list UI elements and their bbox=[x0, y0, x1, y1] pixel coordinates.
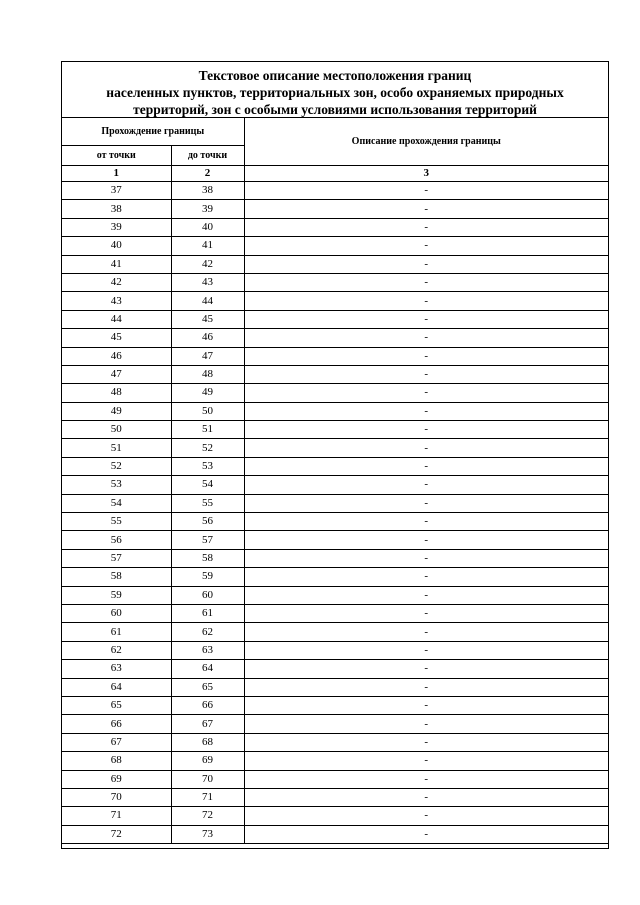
cell-desc: - bbox=[244, 696, 608, 714]
cell-desc: - bbox=[244, 568, 608, 586]
cell-from: 52 bbox=[62, 457, 171, 475]
table-row bbox=[62, 310, 608, 328]
cell-from: 42 bbox=[62, 273, 171, 291]
table-row bbox=[62, 292, 608, 310]
cell-to: 48 bbox=[171, 365, 244, 383]
cell-desc: - bbox=[244, 365, 608, 383]
table-row bbox=[62, 604, 608, 622]
cell-desc: - bbox=[244, 384, 608, 402]
cell-desc: - bbox=[244, 476, 608, 494]
cell-desc: - bbox=[244, 788, 608, 806]
table-row bbox=[62, 329, 608, 347]
cell-desc: - bbox=[244, 586, 608, 604]
cell-to: 65 bbox=[171, 678, 244, 696]
cell-desc: - bbox=[244, 200, 608, 218]
cell-to: 50 bbox=[171, 402, 244, 420]
cell-to: 45 bbox=[171, 310, 244, 328]
cell-desc: - bbox=[244, 457, 608, 475]
table-row bbox=[62, 237, 608, 255]
cell-to: 59 bbox=[171, 568, 244, 586]
cell-to: 68 bbox=[171, 733, 244, 751]
cell-desc: - bbox=[244, 807, 608, 825]
cell-desc: - bbox=[244, 678, 608, 696]
table-row bbox=[62, 421, 608, 439]
cell-to: 52 bbox=[171, 439, 244, 457]
cell-from: 56 bbox=[62, 531, 171, 549]
cell-desc: - bbox=[244, 660, 608, 678]
table-row bbox=[62, 273, 608, 291]
cell-to: 70 bbox=[171, 770, 244, 788]
table-row bbox=[62, 439, 608, 457]
cell-desc: - bbox=[244, 292, 608, 310]
cell-to: 57 bbox=[171, 531, 244, 549]
cell-from: 71 bbox=[62, 807, 171, 825]
table-row bbox=[62, 696, 608, 714]
table-row bbox=[62, 384, 608, 402]
cell-to: 73 bbox=[171, 825, 244, 843]
table-row bbox=[62, 402, 608, 420]
cell-from: 67 bbox=[62, 733, 171, 751]
table-row bbox=[62, 476, 608, 494]
table-row bbox=[62, 531, 608, 549]
cell-to: 42 bbox=[171, 255, 244, 273]
table-row bbox=[62, 788, 608, 806]
cell-desc: - bbox=[244, 752, 608, 770]
cell-desc: - bbox=[244, 715, 608, 733]
cell-desc: - bbox=[244, 273, 608, 291]
table-row bbox=[62, 733, 608, 751]
cell-from: 60 bbox=[62, 604, 171, 622]
header-col-1: 1 bbox=[62, 166, 171, 182]
table-row bbox=[62, 660, 608, 678]
cell-to: 46 bbox=[171, 329, 244, 347]
table-row bbox=[62, 568, 608, 586]
cell-to: 43 bbox=[171, 273, 244, 291]
document-frame bbox=[61, 61, 609, 849]
header-col-3: 3 bbox=[244, 166, 608, 182]
header-col-2: 2 bbox=[171, 166, 244, 182]
cell-desc: - bbox=[244, 494, 608, 512]
cell-from: 63 bbox=[62, 660, 171, 678]
table-row bbox=[62, 586, 608, 604]
table-row bbox=[62, 200, 608, 218]
cell-to: 54 bbox=[171, 476, 244, 494]
cell-to: 51 bbox=[171, 421, 244, 439]
cell-from: 51 bbox=[62, 439, 171, 457]
cell-to: 63 bbox=[171, 641, 244, 659]
cell-from: 48 bbox=[62, 384, 171, 402]
table-row bbox=[62, 678, 608, 696]
cell-from: 49 bbox=[62, 402, 171, 420]
cell-from: 68 bbox=[62, 752, 171, 770]
cell-from: 40 bbox=[62, 237, 171, 255]
cell-from: 50 bbox=[62, 421, 171, 439]
cell-desc: - bbox=[244, 237, 608, 255]
cell-desc: - bbox=[244, 182, 608, 200]
header-from-point: от точки bbox=[62, 146, 171, 166]
table-row bbox=[62, 549, 608, 567]
cell-to: 66 bbox=[171, 696, 244, 714]
cell-desc: - bbox=[244, 531, 608, 549]
title-line-1: Текстовое описание местоположения границ bbox=[198, 68, 472, 83]
table-row bbox=[62, 218, 608, 236]
cell-from: 70 bbox=[62, 788, 171, 806]
cell-to: 38 bbox=[171, 182, 244, 200]
cell-desc: - bbox=[244, 421, 608, 439]
cell-to: 67 bbox=[171, 715, 244, 733]
table-row bbox=[62, 347, 608, 365]
cell-desc: - bbox=[244, 549, 608, 567]
cell-to: 40 bbox=[171, 218, 244, 236]
cell-from: 37 bbox=[62, 182, 171, 200]
table-row bbox=[62, 752, 608, 770]
cell-desc: - bbox=[244, 733, 608, 751]
header-to-point: до точки bbox=[171, 146, 244, 166]
title-line-2: населенных пунктов, территориальных зон, особо охраняемых природных bbox=[106, 85, 564, 100]
cell-from: 62 bbox=[62, 641, 171, 659]
cell-to: 55 bbox=[171, 494, 244, 512]
cell-from: 45 bbox=[62, 329, 171, 347]
cell-desc: - bbox=[244, 329, 608, 347]
cell-to: 41 bbox=[171, 237, 244, 255]
cell-from: 46 bbox=[62, 347, 171, 365]
cell-to: 58 bbox=[171, 549, 244, 567]
cell-from: 64 bbox=[62, 678, 171, 696]
cell-desc: - bbox=[244, 604, 608, 622]
table-row bbox=[62, 457, 608, 475]
cell-to: 62 bbox=[171, 623, 244, 641]
cell-desc: - bbox=[244, 218, 608, 236]
cell-to: 69 bbox=[171, 752, 244, 770]
cell-from: 43 bbox=[62, 292, 171, 310]
cell-from: 39 bbox=[62, 218, 171, 236]
cell-from: 53 bbox=[62, 476, 171, 494]
table-row bbox=[62, 255, 608, 273]
cell-to: 61 bbox=[171, 604, 244, 622]
document-title bbox=[62, 62, 608, 118]
table-row bbox=[62, 641, 608, 659]
header-description: Описание прохождения границы bbox=[244, 118, 608, 166]
table-row bbox=[62, 513, 608, 531]
cell-from: 66 bbox=[62, 715, 171, 733]
cell-to: 64 bbox=[171, 660, 244, 678]
cell-to: 56 bbox=[171, 513, 244, 531]
table-row bbox=[62, 770, 608, 788]
title-line-3: территорий, зон с особыми условиями использования территорий bbox=[133, 102, 537, 117]
cell-to: 72 bbox=[171, 807, 244, 825]
cell-from: 57 bbox=[62, 549, 171, 567]
boundary-table bbox=[62, 118, 608, 844]
cell-from: 58 bbox=[62, 568, 171, 586]
cell-desc: - bbox=[244, 770, 608, 788]
cell-to: 49 bbox=[171, 384, 244, 402]
table-row bbox=[62, 623, 608, 641]
cell-from: 41 bbox=[62, 255, 171, 273]
table-row bbox=[62, 807, 608, 825]
table-row bbox=[62, 715, 608, 733]
cell-from: 47 bbox=[62, 365, 171, 383]
cell-from: 69 bbox=[62, 770, 171, 788]
cell-to: 53 bbox=[171, 457, 244, 475]
cell-desc: - bbox=[244, 347, 608, 365]
cell-from: 54 bbox=[62, 494, 171, 512]
cell-to: 47 bbox=[171, 347, 244, 365]
cell-to: 39 bbox=[171, 200, 244, 218]
cell-from: 38 bbox=[62, 200, 171, 218]
cell-desc: - bbox=[244, 641, 608, 659]
header-passage: Прохождение границы bbox=[62, 118, 244, 146]
cell-to: 71 bbox=[171, 788, 244, 806]
table-row bbox=[62, 825, 608, 843]
cell-desc: - bbox=[244, 513, 608, 531]
cell-desc: - bbox=[244, 310, 608, 328]
cell-from: 65 bbox=[62, 696, 171, 714]
table-row bbox=[62, 365, 608, 383]
cell-desc: - bbox=[244, 255, 608, 273]
cell-desc: - bbox=[244, 623, 608, 641]
cell-from: 72 bbox=[62, 825, 171, 843]
cell-from: 59 bbox=[62, 586, 171, 604]
cell-to: 44 bbox=[171, 292, 244, 310]
table-row bbox=[62, 494, 608, 512]
cell-to: 60 bbox=[171, 586, 244, 604]
table-row bbox=[62, 182, 608, 200]
cell-from: 61 bbox=[62, 623, 171, 641]
cell-from: 55 bbox=[62, 513, 171, 531]
cell-desc: - bbox=[244, 402, 608, 420]
cell-from: 44 bbox=[62, 310, 171, 328]
cell-desc: - bbox=[244, 439, 608, 457]
cell-desc: - bbox=[244, 825, 608, 843]
